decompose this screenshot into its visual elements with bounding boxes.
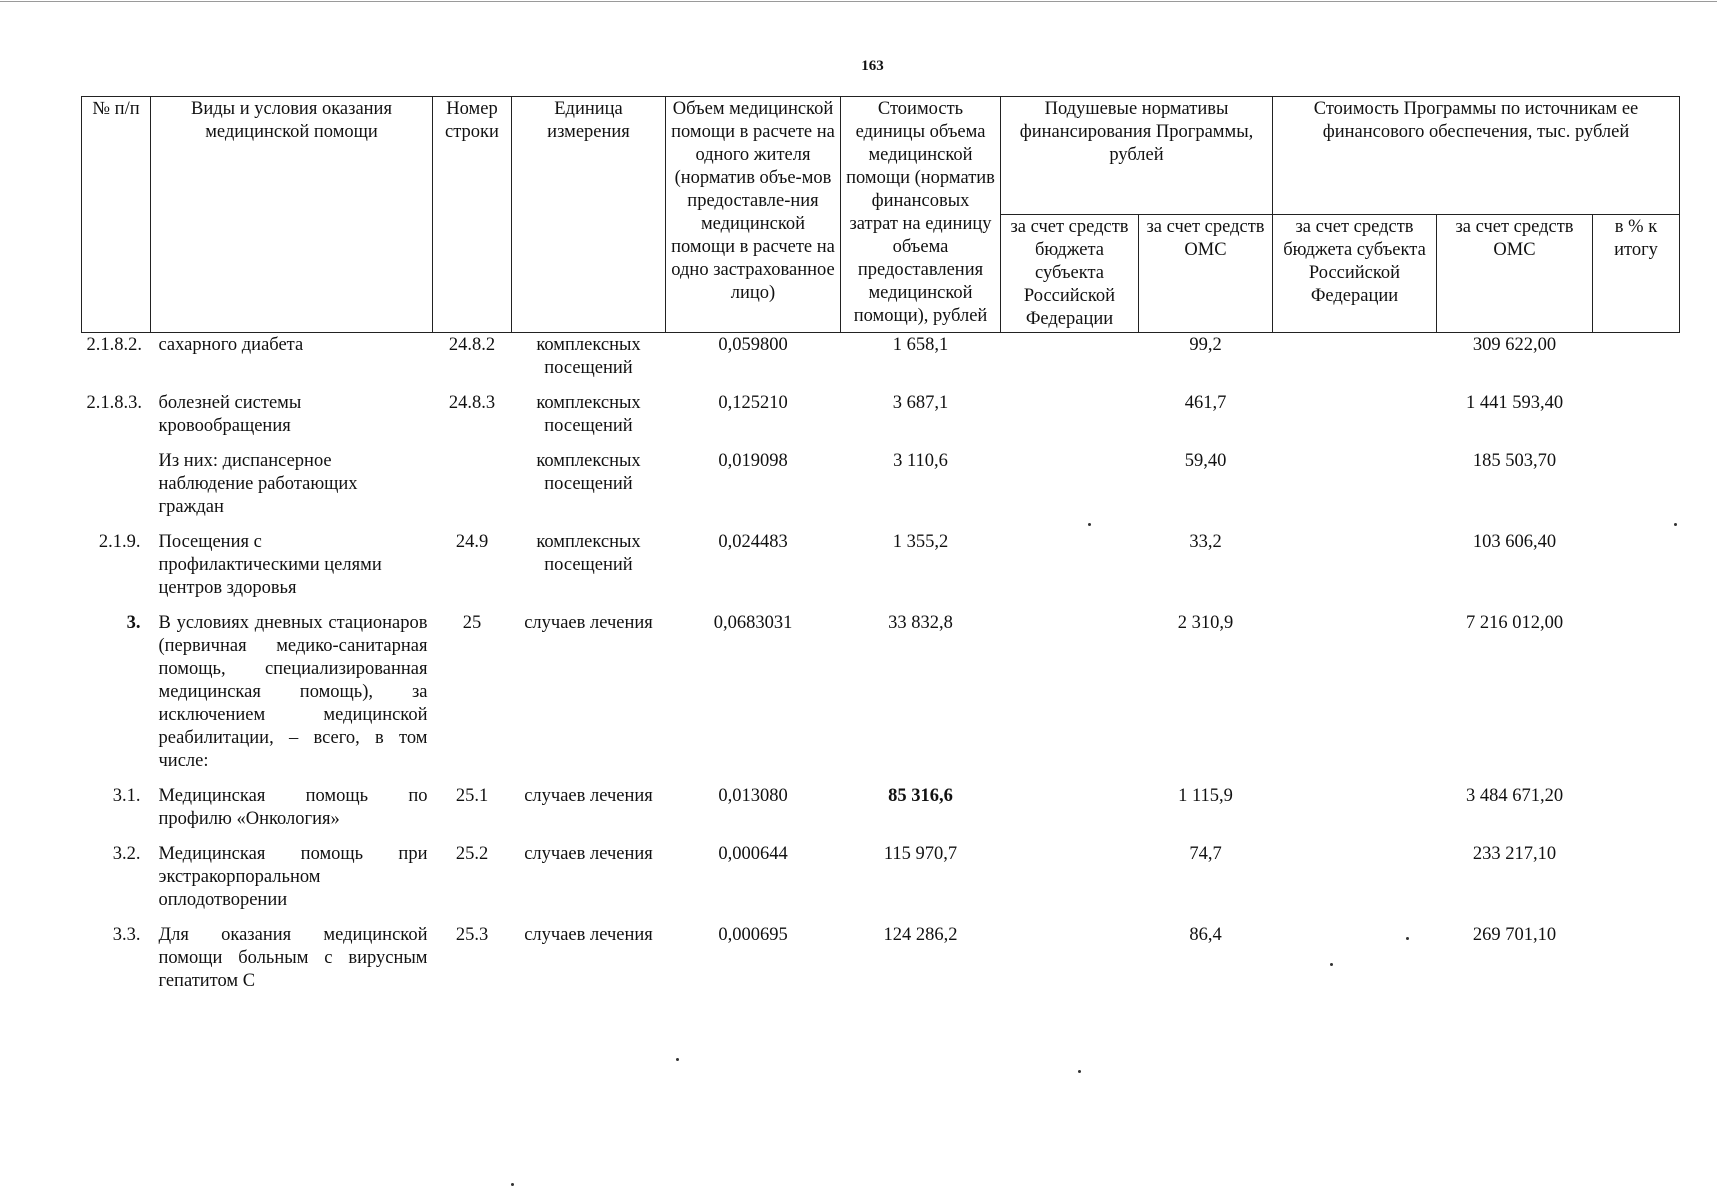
row-prog-budget [1273, 784, 1437, 842]
row-volume: 0,000695 [718, 925, 788, 945]
row-unit: комплексных посещений [536, 393, 641, 436]
row-number [433, 449, 512, 530]
row-prog-oms: 185 503,70 [1472, 451, 1557, 471]
row-cost: 3 110,6 [893, 451, 948, 471]
row-number: 25.1 [455, 786, 489, 806]
row-name: сахарного диабета [158, 335, 304, 355]
row-num: 2.1.8.3. [86, 393, 142, 413]
header-row-number: Номер строки [433, 97, 512, 333]
header-unit-cost: Стоимость единицы объема медицинской помощи (норматив финансовых затрат на единицу объема предоставления медицинской помощи), рублей [841, 97, 1001, 333]
row-prog-budget [1273, 611, 1437, 784]
row-percent [1593, 391, 1680, 449]
row-num: 3.3. [112, 925, 141, 945]
row-unit: случаев лечения [524, 786, 653, 806]
header-volume: Объем медицинской помощи в расчете на одного жителя (норматив объе-мов предоставле-ния медицинской помощи в расчете на одно застрахованное лицо) [666, 97, 841, 333]
row-number: 24.9 [455, 532, 489, 552]
row-pc-budget [1001, 611, 1139, 784]
row-name: Для оказания медицинской помощи больным с вирусным гепатитом С [158, 925, 428, 991]
row-pc-oms: 74,7 [1189, 844, 1222, 864]
scan-speck [511, 1183, 514, 1186]
top-rule [0, 1, 1717, 2]
table-row [82, 530, 1680, 611]
row-number: 25.2 [455, 844, 489, 864]
row-pc-budget [1001, 923, 1139, 994]
row-unit: случаев лечения [524, 844, 653, 864]
row-num: 2.1.8.2. [86, 335, 142, 355]
header-program-budget: за счет средств бюджета субъекта Российской Федерации [1273, 215, 1437, 333]
row-pc-oms: 86,4 [1189, 925, 1222, 945]
row-pc-budget [1001, 784, 1139, 842]
row-unit: случаев лечения [524, 613, 653, 633]
table-row [82, 923, 1680, 994]
table-body [82, 333, 1680, 995]
scan-speck [676, 1058, 679, 1061]
row-pc-oms: 59,40 [1184, 451, 1227, 471]
row-pc-oms: 33,2 [1189, 532, 1222, 552]
row-pc-budget [1001, 391, 1139, 449]
scan-speck [1674, 523, 1677, 526]
row-pc-budget [1001, 333, 1139, 392]
header-per-capita-group: Подушевые нормативы финансирования Программы, рублей [1001, 97, 1273, 215]
row-num: 3.2. [112, 844, 141, 864]
row-prog-oms: 3 484 671,20 [1465, 786, 1564, 806]
row-number: 25.3 [455, 925, 489, 945]
row-number: 25 [462, 613, 482, 633]
table-row [82, 449, 1680, 530]
row-pc-budget [1001, 449, 1139, 530]
row-cost: 33 832,8 [888, 613, 953, 633]
row-prog-budget [1273, 530, 1437, 611]
table-header [82, 97, 1680, 333]
row-pc-oms: 1 115,9 [1178, 786, 1233, 806]
row-name: В условиях дневных стационаров (первичная медико-санитарная помощь, специализированная медицинская помощь), за исключением медицинской реабилитации, – всего, в том числе: [158, 613, 428, 771]
scan-speck [1406, 937, 1409, 940]
row-prog-oms: 103 606,40 [1472, 532, 1557, 552]
row-cost: 3 687,1 [892, 393, 949, 413]
header-per-capita-oms: за счет средств ОМС [1139, 215, 1273, 333]
row-prog-oms: 233 217,10 [1472, 844, 1557, 864]
row-unit: комплексных посещений [536, 532, 641, 575]
header-program-cost-group: Стоимость Программы по источникам ее финансового обеспечения, тыс. рублей [1273, 97, 1680, 215]
row-cost: 124 286,2 [883, 925, 958, 945]
header-percent: в % к итогу [1593, 215, 1680, 333]
row-volume: 0,024483 [718, 532, 788, 552]
row-name: болезней системы кровообращения [158, 393, 302, 436]
row-percent [1593, 842, 1680, 923]
row-number: 24.8.2 [448, 335, 496, 355]
row-percent [1593, 923, 1680, 994]
row-cost: 115 970,7 [883, 844, 958, 864]
row-prog-budget [1273, 449, 1437, 530]
header-per-capita-budget: за счет средств бюджета субъекта Российской Федерации [1001, 215, 1139, 333]
row-pc-oms: 461,7 [1184, 393, 1227, 413]
financing-table [81, 96, 1680, 994]
row-percent [1593, 784, 1680, 842]
table-row [82, 842, 1680, 923]
row-cost: 85 316,6 [888, 786, 953, 806]
row-num: 2.1.9. [98, 532, 141, 552]
row-cost: 1 355,2 [892, 532, 949, 552]
row-prog-oms: 269 701,10 [1472, 925, 1557, 945]
row-percent [1593, 530, 1680, 611]
row-percent [1593, 449, 1680, 530]
row-num: 3.1. [112, 786, 141, 806]
row-volume: 0,059800 [718, 335, 788, 355]
row-volume: 0,125210 [718, 393, 788, 413]
row-prog-oms: 7 216 012,00 [1465, 613, 1564, 633]
row-unit: случаев лечения [524, 925, 653, 945]
row-volume: 0,000644 [718, 844, 788, 864]
row-prog-budget [1273, 333, 1437, 392]
row-num: 3. [126, 613, 141, 633]
row-unit: комплексных посещений [536, 335, 641, 378]
header-program-oms: за счет средств ОМС [1437, 215, 1593, 333]
scan-speck [1088, 523, 1091, 526]
row-volume: 0,013080 [718, 786, 788, 806]
row-number: 24.8.3 [448, 393, 496, 413]
header-unit: Единица измерения [512, 97, 666, 333]
table-row [82, 333, 1680, 392]
row-prog-oms: 1 441 593,40 [1465, 393, 1564, 413]
row-volume: 0,0683031 [713, 613, 793, 633]
header-type: Виды и условия оказания медицинской помощи [151, 97, 433, 333]
row-name: Из них: диспансерное наблюдение работающих граждан [158, 451, 358, 517]
scan-speck [1330, 963, 1333, 966]
table-row [82, 784, 1680, 842]
row-cost: 1 658,1 [892, 335, 949, 355]
row-pc-budget [1001, 530, 1139, 611]
row-name: Медицинская помощь при экстракорпоральном оплодотворении [158, 844, 428, 910]
row-num [82, 449, 151, 530]
row-prog-budget [1273, 391, 1437, 449]
header-num: № п/п [82, 97, 151, 333]
table-row [82, 611, 1680, 784]
table-row [82, 391, 1680, 449]
row-pc-budget [1001, 842, 1139, 923]
page-number: 163 [861, 58, 884, 74]
row-percent [1593, 333, 1680, 392]
row-name: Медицинская помощь по профилю «Онкология» [158, 786, 428, 829]
scan-speck [1078, 1070, 1081, 1073]
row-prog-budget [1273, 923, 1437, 994]
row-volume: 0,019098 [718, 451, 788, 471]
row-unit: комплексных посещений [536, 451, 641, 494]
row-name: Посещения с профилактическими целями центров здоровья [158, 532, 382, 598]
row-pc-oms: 99,2 [1189, 335, 1222, 355]
row-pc-oms: 2 310,9 [1177, 613, 1234, 633]
row-percent [1593, 611, 1680, 784]
row-prog-oms: 309 622,00 [1472, 335, 1557, 355]
row-prog-budget [1273, 842, 1437, 923]
